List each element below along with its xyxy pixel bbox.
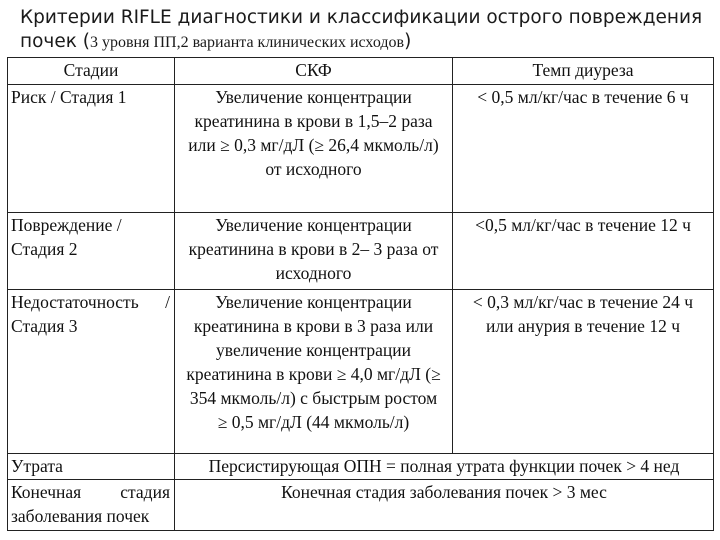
cell-line: ≥ 0,5 мг/дЛ (44 мкмоль/л) — [217, 412, 410, 432]
stage-cell — [8, 290, 175, 454]
cell-line: < 0,3 мл/кг/час в течение 24 ч — [472, 292, 694, 312]
cell-line: или ≥ 0,3 мг/дЛ (≥ 26,4 мкмоль/л) — [188, 135, 439, 155]
table-row-failure — [8, 290, 714, 454]
cell-line: Стадия 2 — [11, 239, 78, 259]
cell-line: Повреждение / — [11, 215, 122, 235]
cell-line: <0,5 мл/кг/час в течение 12 ч — [475, 215, 691, 235]
gfr-cell — [175, 85, 453, 213]
merged-cell — [175, 454, 714, 480]
table-row-risk — [8, 85, 714, 213]
stage-cell — [8, 85, 175, 213]
header-gfr: СКФ — [175, 58, 453, 85]
urine-cell — [453, 213, 714, 290]
cell-line: < 0,5 мл/кг/час в течение 6 ч — [477, 87, 689, 107]
cell-line: исходного — [275, 263, 352, 283]
cell-line: заболевания почек — [11, 506, 150, 526]
cell-line: креатинина в крови ≥ 4,0 мг/дЛ (≥ — [186, 364, 441, 384]
slide-title — [20, 6, 710, 55]
rifle-criteria-table — [7, 57, 714, 531]
cell-line: креатинина в крови в 2– 3 раза от — [188, 239, 439, 259]
title-close-paren: ) — [404, 31, 412, 52]
stage-line-justified — [11, 480, 170, 504]
stage-cell — [8, 454, 175, 480]
table-row-esrd — [8, 480, 714, 531]
title-subtitle: 3 уровня ПП,2 варианта клинических исходов — [90, 34, 405, 51]
table-row-injury — [8, 213, 714, 290]
cell-line: Увеличение концентрации — [215, 87, 412, 107]
gfr-cell — [175, 213, 453, 290]
merged-cell — [175, 480, 714, 531]
title-main: Критерии RIFLE диагностики и классификации острого повреждения почек ( — [20, 7, 703, 52]
cell-line: Увеличение концентрации — [215, 215, 412, 235]
cell-line: 354 мкмоль/л) с быстрым ростом — [189, 388, 438, 408]
cell-line: Конечная стадия заболевания почек > 3 мес — [281, 482, 607, 502]
cell-word: Конечная — [11, 482, 82, 502]
cell-word: стадия — [120, 482, 170, 502]
table-header-row — [8, 58, 714, 85]
table-row-loss — [8, 454, 714, 480]
cell-word: Недостаточность — [11, 292, 139, 312]
cell-line: Увеличение концентрации — [215, 292, 412, 312]
urine-cell — [453, 290, 714, 454]
cell-word: / — [165, 292, 170, 312]
urine-cell — [453, 85, 714, 213]
cell-line: Стадия 3 — [11, 316, 78, 336]
cell-line: креатинина в крови в 3 раза или — [193, 316, 434, 336]
header-stages: Стадии — [8, 58, 175, 85]
stage-cell — [8, 480, 175, 531]
cell-line: Утрата — [11, 456, 63, 476]
header-urine-rate: Темп диуреза — [453, 58, 714, 85]
cell-line: Персистирующая ОПН = полная утрата функции почек > 4 нед — [208, 456, 680, 476]
cell-line: или анурия в течение 12 ч — [486, 316, 680, 336]
cell-line: креатинина в крови в 1,5–2 раза — [194, 111, 433, 131]
stage-line-justified — [11, 290, 170, 314]
gfr-cell — [175, 290, 453, 454]
cell-line: Риск / Стадия 1 — [11, 87, 127, 107]
stage-cell — [8, 213, 175, 290]
cell-line: от исходного — [265, 159, 362, 179]
cell-line: увеличение концентрации — [216, 340, 411, 360]
